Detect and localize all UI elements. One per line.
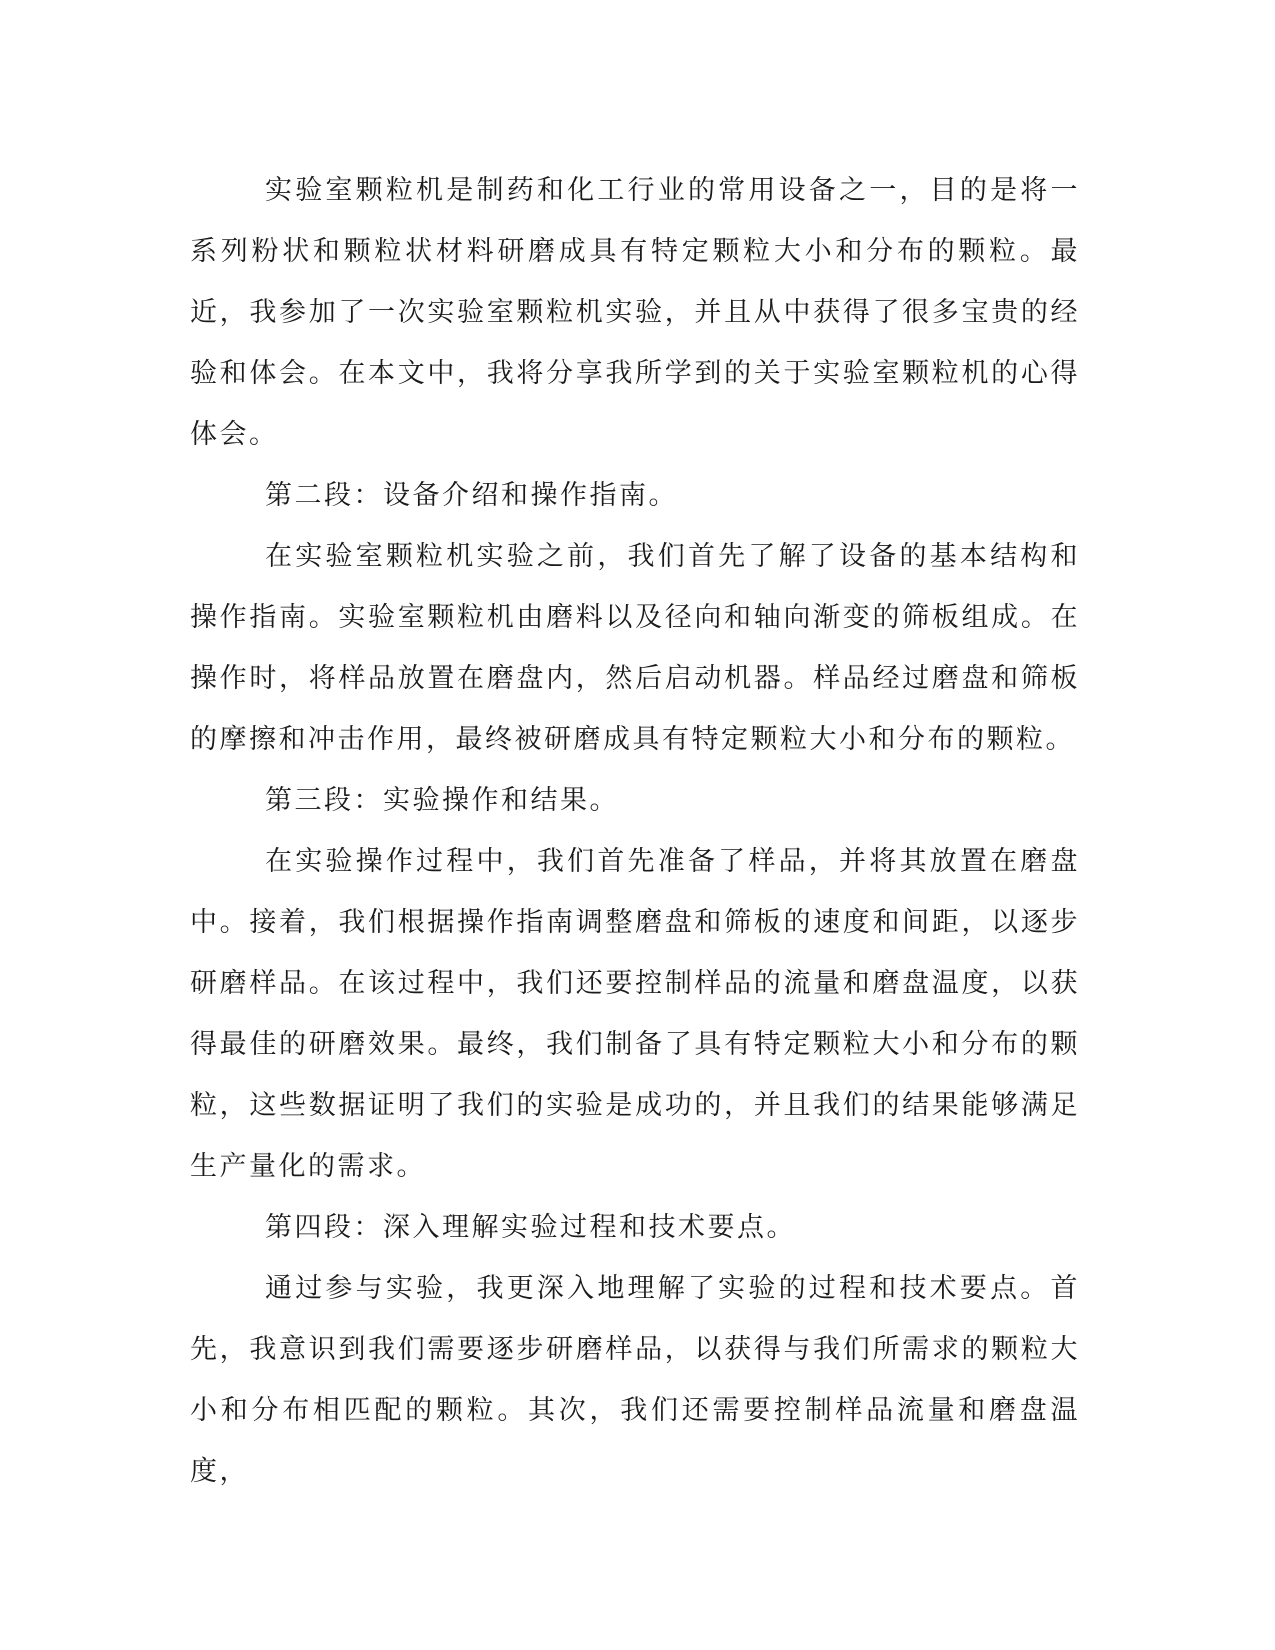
paragraph-equipment: 在实验室颗粒机实验之前，我们首先了解了设备的基本结构和操作指南。实验室颗粒机由磨料以及径向和轴向渐变的筛板组成。在操作时，将样品放置在磨盘内，然后启动机器。样品经过磨盘和筛板的摩擦和冲击作用，最终被研磨成具有特定颗粒大小和分布的颗粒。 bbox=[190, 541, 1080, 755]
paragraph-understanding: 通过参与实验，我更深入地理解了实验的过程和技术要点。首先，我意识到我们需要逐步研磨样品，以获得与我们所需求的颗粒大小和分布相匹配的颗粒。其次，我们还需要控制样品流量和磨盘温度， bbox=[190, 1273, 1080, 1487]
document-body bbox=[190, 160, 1080, 1502]
paragraph-intro: 实验室颗粒机是制药和化工行业的常用设备之一，目的是将一系列粉状和颗粒状材料研磨成具有特定颗粒大小和分布的颗粒。最近，我参加了一次实验室颗粒机实验，并且从中获得了很多宝贵的经验和体会。在本文中，我将分享我所学到的关于实验室颗粒机的心得体会。 bbox=[190, 175, 1080, 450]
section-heading-3: 第三段：实验操作和结果。 bbox=[265, 785, 619, 816]
paragraph-operation: 在实验操作过程中，我们首先准备了样品，并将其放置在磨盘中。接着，我们根据操作指南调整磨盘和筛板的速度和间距，以逐步研磨样品。在该过程中，我们还要控制样品的流量和磨盘温度，以获得最佳的研磨效果。最终，我们制备了具有特定颗粒大小和分布的颗粒，这些数据证明了我们的实验是成功的，并且我们的结果能够满足生产量化的需求。 bbox=[190, 846, 1080, 1182]
section-heading-4: 第四段：深入理解实验过程和技术要点。 bbox=[265, 1212, 796, 1243]
section-heading-2: 第二段：设备介绍和操作指南。 bbox=[265, 480, 678, 511]
